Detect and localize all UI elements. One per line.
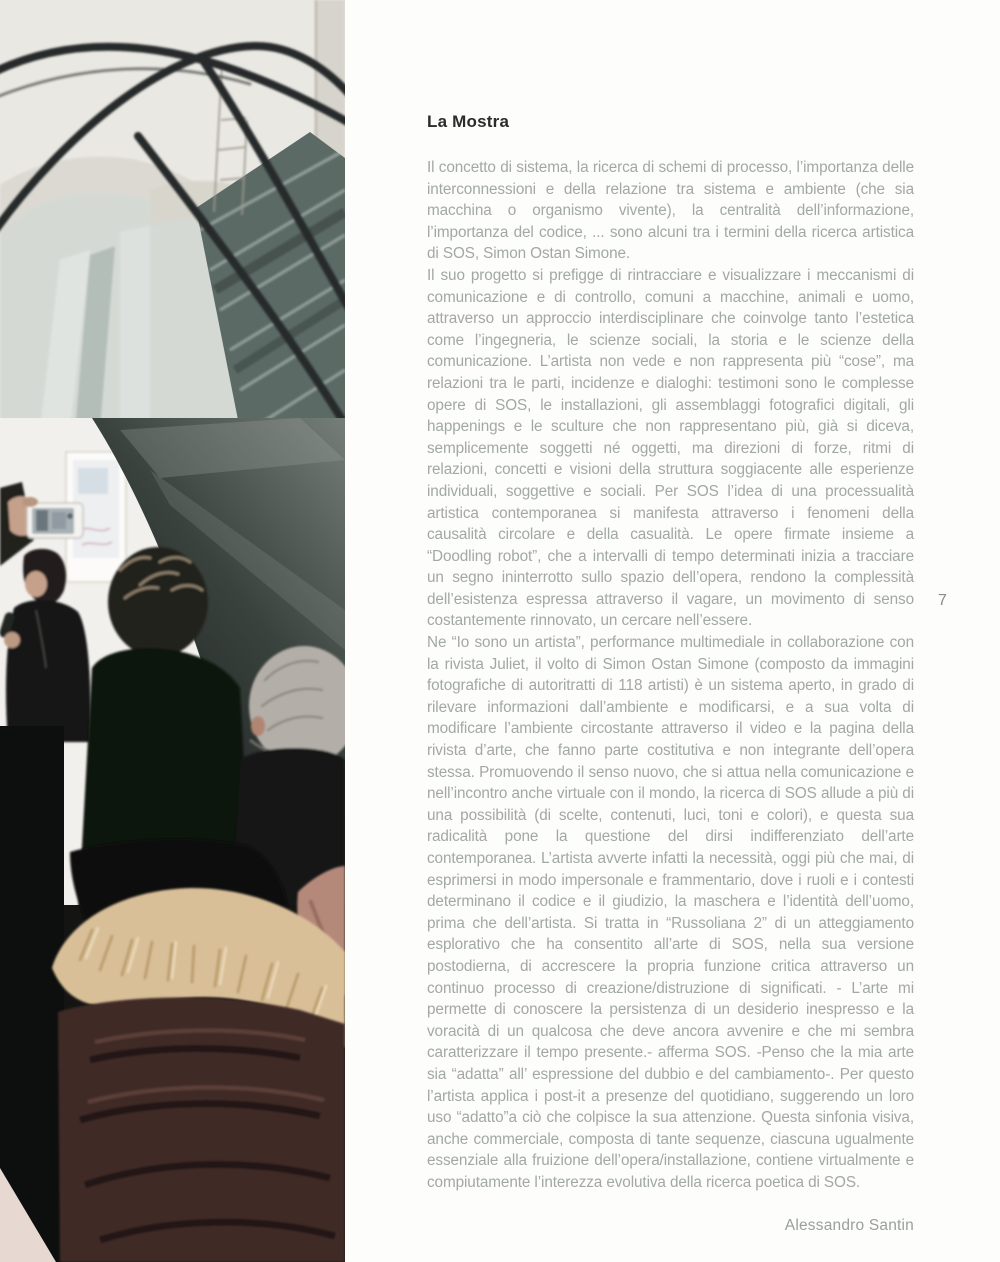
article-paragraph-3: Ne “Io sono un artista”, performance multimediale in collaborazione con la rivista Juliet, il volto di Simon Ostan Simone (composto da immagini fotografiche di autoritratti di 118 artisti) è un sistema aperto, in grado di rilevare informazioni dall’ambiente e modificarsi, e a sua volta di modificare l’ambiente circostante attraverso il video e la pagina della rivista d’arte, che fanno parte costitutiva e non integrante dell’opera stessa. Promuovendo il senso nuovo, che si attua nella comunicazione e nell’incontro anche virtuale con il mondo, la ricerca di SOS allude a più di una possibilità (di scelte, contenuti, luci, toni e colori), e questa sua radicalità pone la questione del dirsi indifferenziato dell’arte contemporanea. L’artista avverte infatti la necessità, oggi più che mai, di esprimersi in modo impersonale e frammentario, dove i ruoli e i contesti determinano il codice e il giudizio, la maschera e l’identità dell’uomo, prima che dell’artista. Si tratta in “Russoliana 2” di un atteggiamento esplorativo che ha consentito all’arte di SOS, nella sua versione postodierna, di accrescere la propria funzione critica attraverso un continuo processo di creazione/distruzione di significati. - L’arte mi permette di conoscere la persistenza di un desiderio inespresso e la voracità di un qualcosa che deve ancora avvenire e che mi sembra caratterizzare il tempo presente.- afferma SOS. -Penso che la mia arte sia “adatta” all’ espressione del dubbio e del cambiamento-. Per questo l’artista applica i post-it a presenze del quotidiano, suggerendo un loro uso “adatto”a ciò che colpisce la sua attenzione. Questa sinfonia visiva, anche commerciale, composta di tante sequenze, ciascuna ugualmente essenziale alla fruizione dell’opera/installazione, contiene virtualmente e compiutamente l’interezza evolutiva della ricerca poetica di SOS. <box>427 634 914 1191</box>
article-column <box>427 112 914 1235</box>
author-signature: Alessandro Santin <box>784 1216 914 1234</box>
article-paragraph-1: Il concetto di sistema, la ricerca di schemi di processo, l’importanza delle interconnessioni e della relazione tra sistema e ambiente (che sia macchina o organismo vivente), la centralità dell’informazione, l’importanza del codice, ... sono alcuni tra i termini della ricerca artistica di SOS, Simon Ostan Simone. <box>427 159 914 263</box>
article-heading: La Mostra <box>427 112 510 131</box>
article-paragraph-2: Il suo progetto si prefigge di rintracciare e visualizzare i meccanismi di comunicazione e di controllo, comuni a macchine, animali e uomo, attraverso un approccio interdisciplinare che coinvolge tanto l’estetica come l’ingegneria, le scienze sociali, la storia e le scienze della comunicazione. L’artista non vede e non rappresenta più “cose”, ma relazioni tra le parti, incidenze e dialoghi: testimoni sono le complesse opere di SOS, le installazioni, gli assemblaggi fotografici digitali, gli happenings e le sculture che non rappresentano più, già si diceva, semplicemente soggetti né oggetti, ma direzioni di forze, ritmi di relazioni, concetti e visioni della struttura soggiacente alle esperienze individuali, soggettive e sociali. Per SOS l’idea di una processualità artistica contemporanea si manifesta attraverso i fenomeni della causalità circolare e della casualità. Le opere firmate insieme a “Doodling robot”, che a intervalli di tempo determinati inizia a tracciare un segno ininterrotto sullo spazio dell’opera, rendono la complessità dell’esistenza espressa attraverso il vagare, un movimento di senso costantemente rinnovato, un cercare nell’essere. <box>427 266 914 630</box>
smartphone <box>27 503 83 538</box>
left-dark-figure <box>0 726 64 1262</box>
page-number: 7 <box>938 592 947 609</box>
exhibition-photo <box>0 0 345 1262</box>
maroon-jacket <box>58 997 345 1262</box>
exhibition-photo-art <box>0 0 345 1262</box>
